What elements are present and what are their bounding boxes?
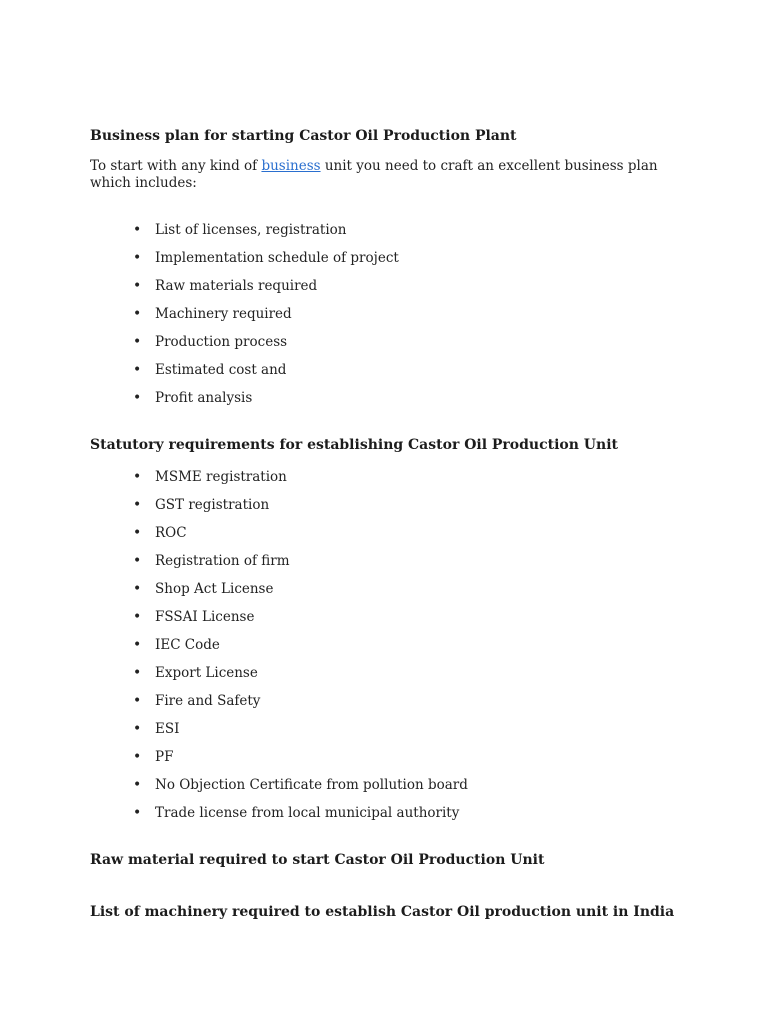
list-item <box>133 715 680 743</box>
list-item-text: Implementation schedule of project <box>155 250 399 266</box>
list-item-text: PF <box>155 749 174 765</box>
list-item <box>133 244 680 272</box>
list-item <box>133 687 680 715</box>
list-item <box>133 659 680 687</box>
bullet-icon: • <box>133 805 142 821</box>
list-item-text: Export License <box>155 665 258 681</box>
list-item-text: ROC <box>155 525 187 541</box>
intro-paragraph <box>90 158 680 192</box>
bullet-icon: • <box>133 469 142 485</box>
bullet-icon: • <box>133 749 142 765</box>
list-item-text: Fire and Safety <box>155 693 261 709</box>
bullet-icon: • <box>133 609 142 625</box>
bullet-icon: • <box>133 777 142 793</box>
document-page <box>90 126 680 922</box>
list-item <box>133 743 680 771</box>
list-item <box>133 799 680 827</box>
list-item <box>133 771 680 799</box>
list-item <box>133 491 680 519</box>
list-item-text: GST registration <box>155 497 270 513</box>
list-item <box>133 463 680 491</box>
intro-text-after: unit you need to craft an excellent business plan which includes: <box>90 158 658 191</box>
bullet-icon: • <box>133 721 142 737</box>
list-item-text: ESI <box>155 721 180 737</box>
list-item-text: List of licenses, registration <box>155 222 347 238</box>
list-item-text: Production process <box>155 334 288 350</box>
list-item <box>133 328 680 356</box>
business-link[interactable]: business <box>261 158 321 174</box>
section-heading-machinery: List of machinery required to establish Castor Oil production unit in India <box>90 904 675 920</box>
bullet-icon: • <box>133 525 142 541</box>
intro-text-before: To start with any kind of <box>90 158 262 174</box>
bullet-icon: • <box>133 497 142 513</box>
section-heading-statutory-requirements: Statutory requirements for establishing Castor Oil Production Unit <box>90 437 618 453</box>
list-item-text: IEC Code <box>155 637 220 653</box>
section-heading-business-plan: Business plan for starting Castor Oil Production Plant <box>90 128 517 144</box>
bullet-icon: • <box>133 665 142 681</box>
list-item-text: FSSAI License <box>155 609 255 625</box>
list-item <box>133 519 680 547</box>
bullet-icon: • <box>133 278 142 294</box>
list-item <box>133 631 680 659</box>
bullet-icon: • <box>133 362 142 378</box>
list-item <box>133 356 680 384</box>
bullet-icon: • <box>133 250 142 266</box>
statutory-requirements-list <box>90 463 680 827</box>
bullet-icon: • <box>133 581 142 597</box>
list-item <box>133 575 680 603</box>
list-item-text: Estimated cost and <box>155 362 287 378</box>
business-plan-list <box>90 216 680 412</box>
list-item <box>133 603 680 631</box>
list-item <box>133 547 680 575</box>
bullet-icon: • <box>133 222 142 238</box>
list-item-text: Machinery required <box>155 306 292 322</box>
bullet-icon: • <box>133 306 142 322</box>
bullet-icon: • <box>133 693 142 709</box>
list-item <box>133 384 680 412</box>
bullet-icon: • <box>133 390 142 406</box>
bullet-icon: • <box>133 334 142 350</box>
list-item <box>133 216 680 244</box>
list-item <box>133 272 680 300</box>
list-item-text: Registration of firm <box>155 553 290 569</box>
list-item-text: Raw materials required <box>155 278 318 294</box>
list-item <box>133 300 680 328</box>
bullet-icon: • <box>133 637 142 653</box>
list-item-text: MSME registration <box>155 469 287 485</box>
bullet-icon: • <box>133 553 142 569</box>
list-item-text: Trade license from local municipal authority <box>155 805 460 821</box>
list-item-text: Profit analysis <box>155 390 253 406</box>
list-item-text: Shop Act License <box>155 581 274 597</box>
section-heading-raw-material: Raw material required to start Castor Oil Production Unit <box>90 852 545 868</box>
list-item-text: No Objection Certificate from pollution board <box>155 777 468 793</box>
